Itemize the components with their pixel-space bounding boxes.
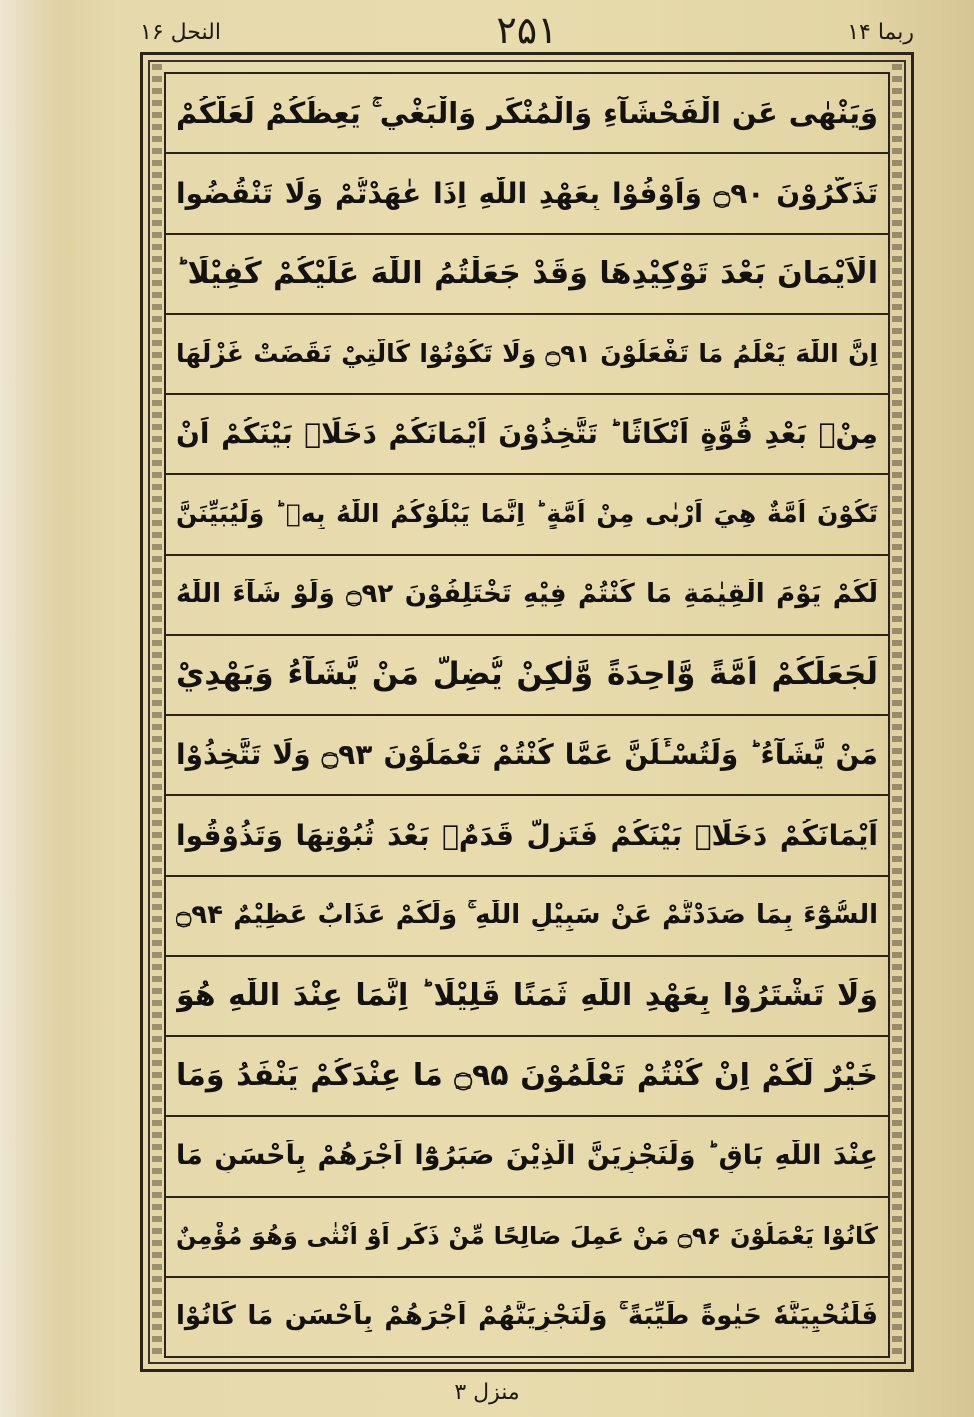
- verse-text: لَجَعَلَكُمْ اُمَّةً وَّاحِدَةً وَّلٰكِنْ يُّضِلُّ مَنْ يَّشَآءُ وَيَهْدِيْ: [176, 656, 878, 693]
- text-block: [164, 72, 890, 1358]
- verse-text: وَيَنْهٰى عَنِ الْفَحْشَآءِ وَالْمُنْكَرِ وَالْبَغْيِ ۚ يَعِظُكُمْ لَعَلَّكُمْ: [176, 95, 878, 130]
- text-line: [166, 1198, 888, 1278]
- verse-text: لَكُمْ يَوْمَ الْقِيٰمَةِ مَا كُنْتُمْ فِيْهِ تَخْتَلِفُوْنَ ۝۹۲ وَلَوْ شَآءَ اللّٰهُ: [176, 579, 878, 610]
- text-line: [166, 957, 888, 1037]
- page-gutter: [0, 0, 60, 1417]
- text-line: [166, 475, 888, 555]
- page-header: [140, 8, 914, 54]
- text-line: [166, 74, 888, 154]
- text-line: [166, 796, 888, 876]
- verse-text: وَلَا تَشْتَرُوْا بِعَهْدِ اللّٰهِ ثَمَنًا قَلِيْلًا ؕ اِنَّمَا عِنْدَ اللّٰهِ هُوَ: [176, 977, 878, 1013]
- verse-text: مِنْۢ بَعْدِ قُوَّةٍ اَنْكَاثًا ؕ تَتَّخِذُوْنَ اَيْمَانَكُمْ دَخَلًاۢ بَيْنَكُمْ اَنْ: [176, 417, 878, 451]
- verse-text: اَيْمَانَكُمْ دَخَلًاۢ بَيْنَكُمْ فَتَزِلَّ قَدَمٌۢ بَعْدَ ثُبُوْتِهَا وَتَذُوْقُوا: [176, 818, 878, 852]
- juz-label: ربما ۱۴: [847, 20, 914, 45]
- text-line: [166, 1037, 888, 1117]
- text-line: [166, 877, 888, 957]
- text-line: [166, 154, 888, 234]
- left-ornament-band: [152, 64, 162, 1360]
- verse-text: الْاَيْمَانَ بَعْدَ تَوْكِيْدِهَا وَقَدْ جَعَلْتُمُ اللّٰهَ عَلَيْكُمْ كَفِيْلًا ؕ: [176, 255, 878, 291]
- surah-label: النحل ۱۶: [140, 20, 221, 45]
- text-line: [166, 1117, 888, 1197]
- verse-text: تَذَكَّرُوْنَ ۝۹۰ وَاَوْفُوْا بِعَهْدِ اللّٰهِ اِذَا عٰهَدْتُّمْ وَلَا تَنْقُضُوا: [176, 176, 878, 210]
- verse-text: عِنْدَ اللّٰهِ بَاقٍ ؕ وَلَنَجْزِيَنَّ الَّذِيْنَ صَبَرُوْٓا اَجْرَهُمْ بِاَحْسَنِ مَا: [176, 1140, 878, 1172]
- verse-text: فَلَنُحْيِيَنَّهٗ حَيٰوةً طَيِّبَةً ۚ وَلَنَجْزِيَنَّهُمْ اَجْرَهُمْ بِاَحْسَنِ مَا كَانُوْا: [176, 1301, 878, 1332]
- verse-text: السُّوْٓءَ بِمَا صَدَدْتُّمْ عَنْ سَبِيْلِ اللّٰهِ ۚ وَلَكُمْ عَذَابٌ عَظِيْمٌ ۝۹۴: [176, 900, 878, 931]
- manzil-label: منزل ۳: [454, 1380, 520, 1405]
- text-line: [166, 1278, 888, 1356]
- text-line: [166, 235, 888, 315]
- text-line: [166, 395, 888, 475]
- text-line: [166, 636, 888, 716]
- page-number: ۲۵۱: [496, 8, 558, 52]
- text-line: [166, 716, 888, 796]
- text-line: [166, 315, 888, 395]
- verse-text: تَكُوْنَ اُمَّةٌ هِيَ اَرْبٰى مِنْ اُمَّةٍ ؕ اِنَّمَا يَبْلُوْكُمُ اللّٰهُ بِهٖ ؕ وَلَيُبَيِّنَنَّ: [176, 499, 878, 529]
- right-ornament-band: [892, 64, 902, 1360]
- verse-text: كَانُوْا يَعْمَلُوْنَ ۝۹۶ مَنْ عَمِلَ صَالِحًا مِّنْ ذَكَرٍ اَوْ اُنْثٰى وَهُوَ مُؤْمِنٌ: [176, 1222, 878, 1251]
- verse-text: مَنْ يَّشَآءُ ؕ وَلَتُسْـَٔلُنَّ عَمَّا كُنْتُمْ تَعْمَلُوْنَ ۝۹۳ وَلَا تَتَّخِذُوْا: [176, 738, 878, 772]
- verse-text: اِنَّ اللّٰهَ يَعْلَمُ مَا تَفْعَلُوْنَ ۝۹۱ وَلَا تَكُوْنُوْا كَالَّتِيْ نَقَضَتْ غَزْلَهَا: [176, 338, 878, 368]
- verse-text: خَيْرٌ لَّكُمْ اِنْ كُنْتُمْ تَعْلَمُوْنَ ۝۹۵ مَا عِنْدَكُمْ يَنْفَدُ وَمَا: [176, 1058, 878, 1094]
- text-line: [166, 556, 888, 636]
